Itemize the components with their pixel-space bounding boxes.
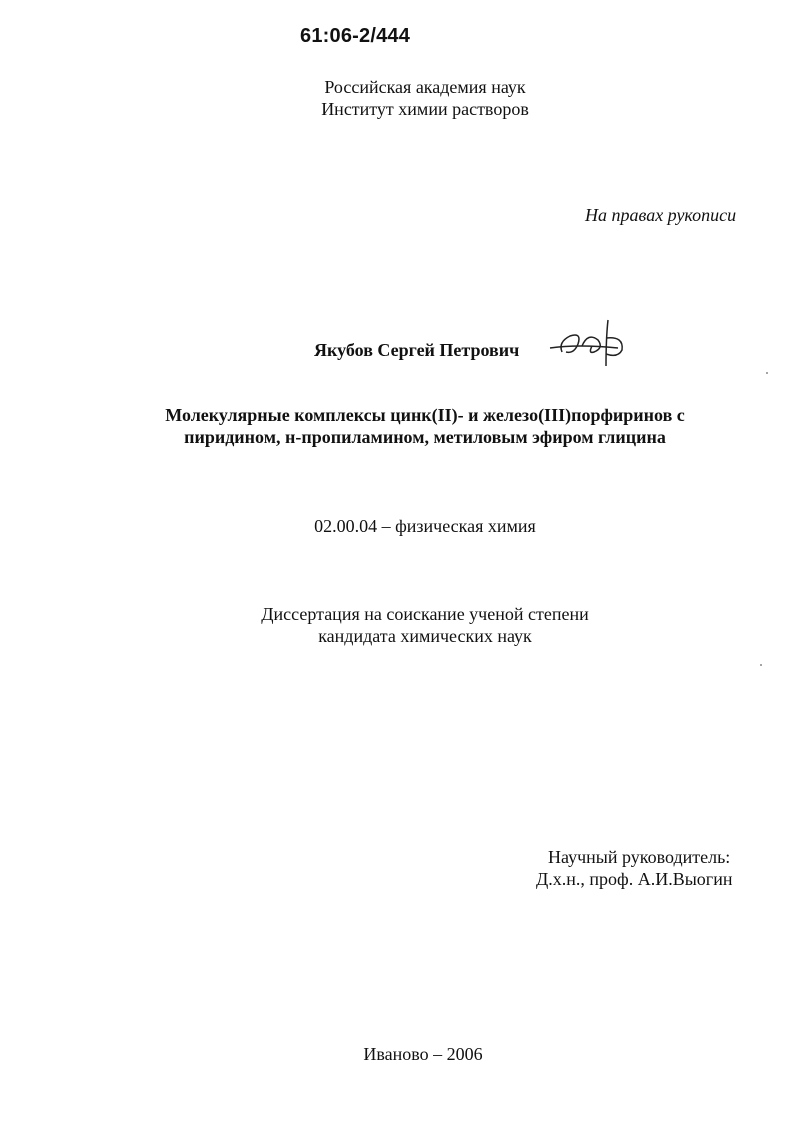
dissertation-title-line-2: пиридином, н-пропиламином, метиловым эфиром глицина xyxy=(184,427,666,447)
institution-line-2: Институт химии растворов xyxy=(321,99,529,119)
dissertation-title-line-1: Молекулярные комплексы цинк(II)- и железо(III)порфиринов с xyxy=(165,405,685,425)
scan-speck xyxy=(766,372,768,374)
supervisor-label: Научный руководитель: xyxy=(548,847,731,867)
manuscript-rights-note: На правах рукописи xyxy=(585,205,737,225)
supervisor-name: Д.х.н., проф. А.И.Выогин xyxy=(536,869,733,889)
institution-line-1: Российская академия наук xyxy=(324,77,526,97)
author-name: Якубов Сергей Петрович xyxy=(314,340,520,360)
catalog-number: 61:06-2/444 xyxy=(300,25,411,47)
degree-line-1: Диссертация на соискание ученой степени xyxy=(261,604,589,624)
specialty-code: 02.00.04 – физическая химия xyxy=(314,516,536,536)
degree-line-2: кандидата химических наук xyxy=(318,626,532,646)
signature-image xyxy=(548,318,632,368)
scan-speck xyxy=(760,664,762,666)
place-and-year: Иваново – 2006 xyxy=(363,1044,483,1064)
